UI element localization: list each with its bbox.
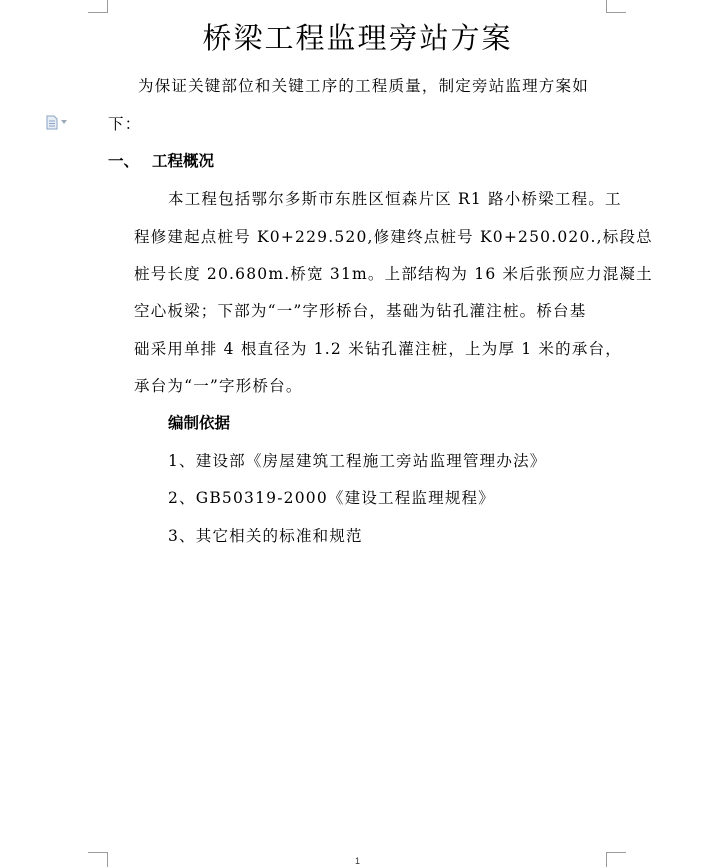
basis-item: 2、GB50319-2000《建设工程监理规程》	[168, 489, 495, 507]
dropdown-arrow-icon	[61, 120, 67, 124]
crop-mark	[606, 0, 607, 12]
basis-heading: 编制依据	[168, 413, 231, 432]
intro-line: 下：	[108, 115, 142, 133]
intro-line: 为保证关键部位和关键工序的工程质量，制定旁站监理方案如	[138, 77, 589, 95]
body-line: 空心板梁；下部为“一”字形桥台，基础为钻孔灌注桩。桥台基	[134, 302, 587, 320]
crop-mark	[606, 12, 626, 13]
document-title: 桥梁工程监理旁站方案	[202, 21, 513, 55]
crop-mark	[606, 852, 626, 853]
crop-mark	[88, 852, 108, 853]
page-number: 1	[354, 856, 360, 866]
section-heading: 工程概况	[152, 151, 215, 170]
basis-item: 3、其它相关的标准和规范	[168, 527, 363, 545]
document-icon	[46, 115, 58, 130]
section-number: 一、	[108, 151, 140, 170]
body-line: 桩号长度 20.680m.桥宽 31m。上部结构为 16 米后张预应力混凝土	[134, 265, 653, 283]
body-line: 承台为“一”字形桥台。	[134, 377, 303, 395]
body-line: 程修建起点桩号 K0+229.520,修建终点桩号 K0+250.020.,标段总	[134, 228, 653, 246]
body-line: 本工程包括鄂尔多斯市东胜区恒森片区 R1 路小桥梁工程。工	[168, 190, 622, 208]
basis-item: 1、建设部《房屋建筑工程施工旁站监理管理办法》	[168, 452, 547, 470]
crop-mark	[88, 12, 108, 13]
body-line: 础采用单排 4 根直径为 1.2 米钻孔灌注桩，上为厚 1 米的承台，	[134, 340, 622, 358]
paragraph-options-button[interactable]	[46, 114, 74, 130]
crop-mark	[107, 0, 108, 12]
